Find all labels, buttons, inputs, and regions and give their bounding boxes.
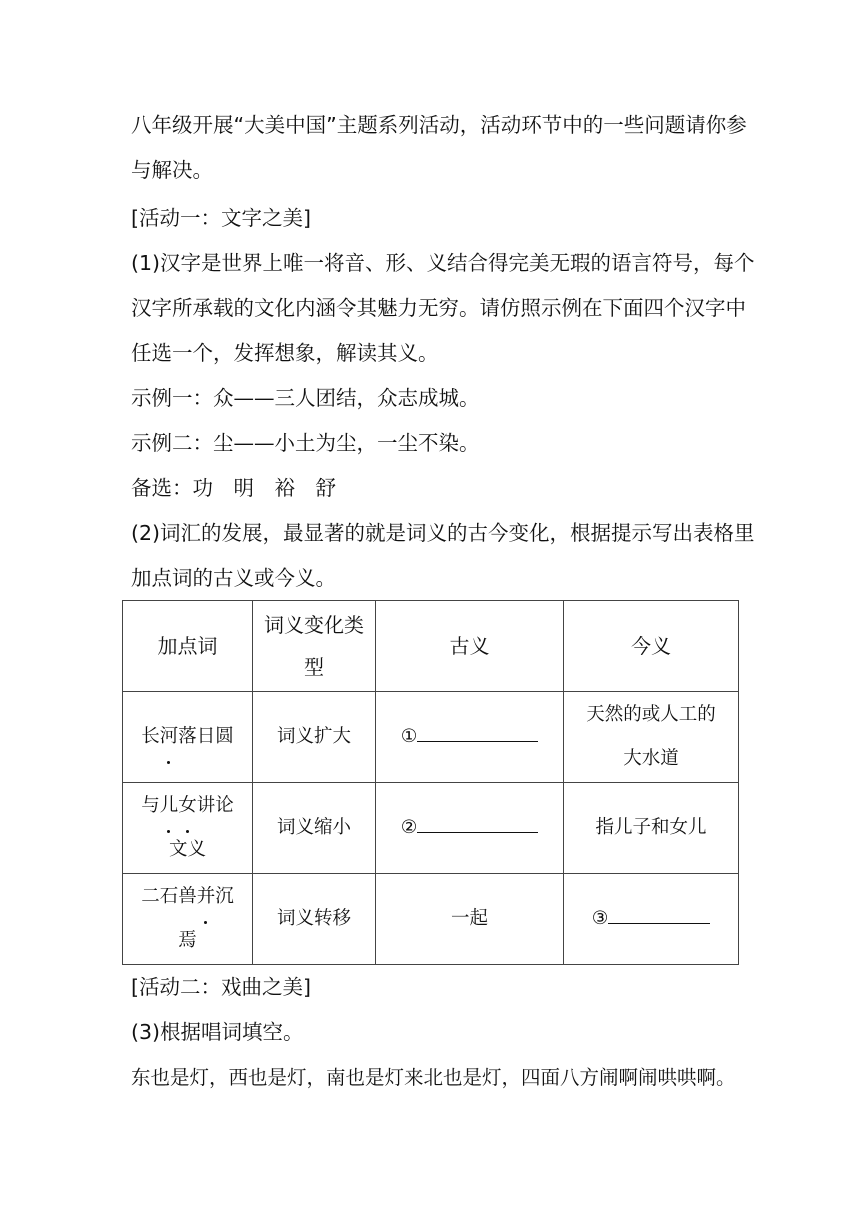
new-meaning-cell: 指儿子和女儿 [564, 783, 739, 874]
question-1-line-3: 任选一个，发挥想象，解读其义。 [131, 341, 439, 365]
example-two [131, 433, 480, 454]
old-meaning-cell: 一起 [376, 874, 564, 965]
table-row [123, 692, 739, 783]
header-new-meaning: 今义 [564, 601, 739, 692]
question-2-line-2: 加点词的古义或今义。 [131, 566, 336, 590]
dotted-word-cell: 长河落日圆 [123, 692, 253, 783]
example-one-text: 众——三人团结，众志成城。 [213, 386, 480, 410]
candidate-label: 备选： [131, 476, 193, 500]
new-meaning-answer-blank[interactable]: ③ [564, 874, 739, 965]
example-one-label: 示例一： [131, 386, 213, 410]
header-dotted-word: 加点词 [123, 601, 253, 692]
question-3: (3)根据唱词填空。 [131, 1020, 304, 1044]
old-meaning-answer-blank[interactable]: ① [376, 692, 564, 783]
word-meaning-table [122, 600, 739, 965]
intro-line-1: 八年级开展“大美中国”主题系列活动，活动环节中的一些问题请你参 [131, 113, 747, 137]
table-header-row [123, 601, 739, 692]
dotted-word-cell: 与儿女讲论 文义 [123, 783, 253, 874]
question-1-line-2: 汉字所承载的文化内涵令其魅力无穷。请仿照示例在下面四个汉字中 [131, 296, 746, 320]
new-meaning-cell: 天然的或人工的 大水道 [564, 692, 739, 783]
old-meaning-answer-blank[interactable]: ② [376, 783, 564, 874]
header-old-meaning: 古义 [376, 601, 564, 692]
example-two-label: 示例二： [131, 431, 213, 455]
change-type-cell: 词义转移 [253, 874, 376, 965]
opera-lyrics: 东也是灯，西也是灯，南也是灯来北也是灯，四面八方闹啊闹哄哄啊。 [131, 1066, 736, 1089]
intro-line-2: 与解决。 [131, 158, 213, 182]
change-type-cell: 词义扩大 [253, 692, 376, 783]
dotted-word-cell: 二石兽并沉 焉 [123, 874, 253, 965]
example-one [131, 388, 480, 409]
question-1-line-1: (1)汉字是世界上唯一将音、形、义结合得完美无瑕的语言符号，每个 [131, 251, 755, 275]
header-change-type: 词义变化类 型 [253, 601, 376, 692]
candidate-characters [131, 478, 336, 499]
example-two-text: 尘——小土为尘，一尘不染。 [213, 431, 480, 455]
activity-two-title: [活动二：戏曲之美] [131, 975, 311, 999]
question-2-line-1: (2)词汇的发展，最显著的就是词义的古今变化，根据提示写出表格里 [131, 521, 755, 545]
table-row [123, 874, 739, 965]
table-row [123, 783, 739, 874]
candidate-text: 功 明 裕 舒 [192, 476, 336, 500]
activity-one-title: [活动一：文字之美] [131, 206, 311, 230]
change-type-cell: 词义缩小 [253, 783, 376, 874]
